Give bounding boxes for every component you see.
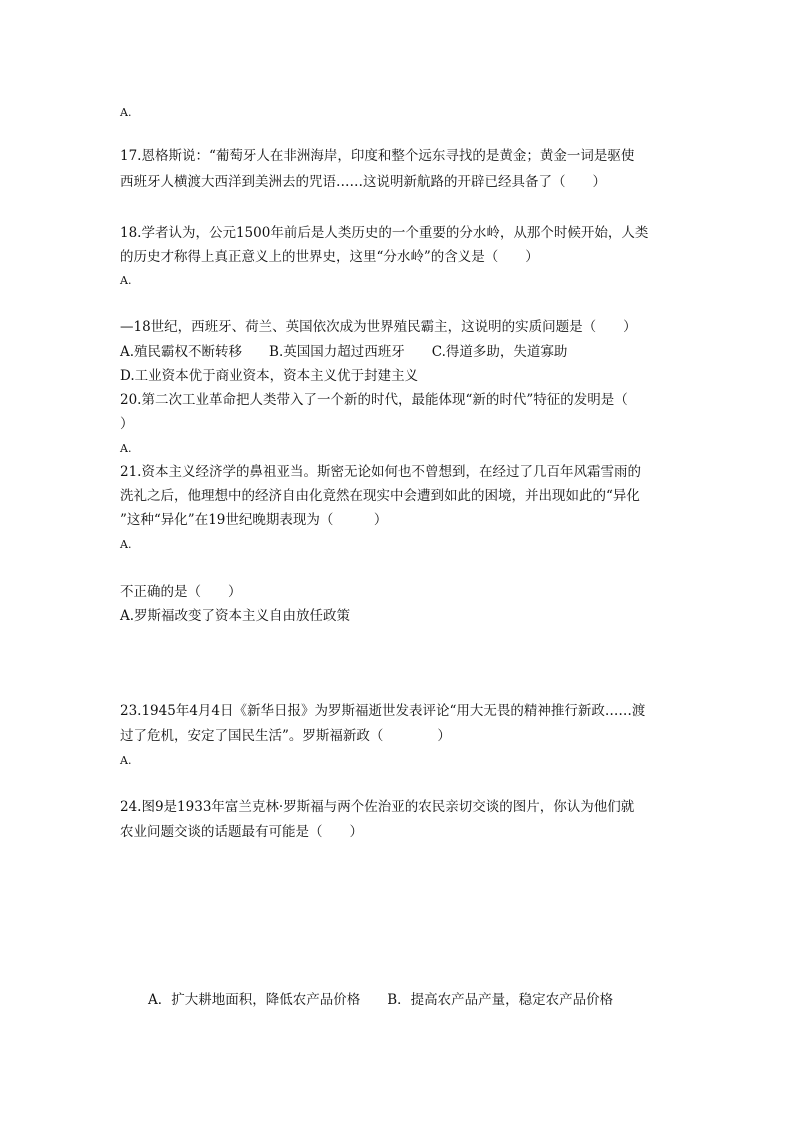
question-24-options: A．扩大耕地面积，降低农产品价格 B．提高农产品产量，稳定农产品价格 — [148, 992, 614, 1008]
question-17-line-2: 西班牙人横渡大西洋到美洲去的咒语……这说明新航路的开辟已经具备了（ ） — [120, 174, 606, 190]
question-19-line: —18世纪，西班牙、荷兰、英国依次成为世界殖民霸主，这说明的实质问题是（ ） — [120, 319, 637, 335]
question-24-line-1: 24.图9是1933年富兰克林·罗斯福与两个佐治亚的农民亲切交谈的图片，你认为他们就 — [120, 799, 635, 815]
question-21-line-2: 洗礼之后，他理想中的经济自由化竟然在现实中会遭到如此的困境，并出现如此的“异化 — [120, 488, 640, 504]
question-20-line-1: 20.第二次工业革命把人类带入了一个新的时代，最能体现“新的时代”特征的发明是（ — [120, 392, 628, 408]
question-22-option-a: A.罗斯福改变了资本主义自由放任政策 — [120, 608, 351, 624]
question-21-line-3: ”这种“异化”在19世纪晚期表现为（ ） — [120, 512, 388, 528]
question-23-line-1: 23.1945年4月4日《新华日报》为罗斯福逝世发表评论“用大无畏的精神推行新政……渡 — [120, 703, 646, 719]
answer-marker: A. — [120, 538, 132, 551]
question-18-line-1: 18.学者认为，公元1500年前后是人类历史的一个重要的分水岭，从那个时候开始，人类 — [120, 225, 649, 241]
answer-marker: A. — [120, 442, 132, 455]
answer-marker: A. — [120, 754, 132, 767]
question-17-line-1: 17.恩格斯说：“葡萄牙人在非洲海岸，印度和整个远东寻找的是黄金；黄金一词是驱使 — [120, 148, 635, 164]
question-20-line-2: ） — [120, 416, 134, 432]
question-19-options-1: A.殖民霸权不断转移 B.英国国力超过西班牙 C.得道多助，失道寡助 — [120, 344, 568, 360]
question-23-line-2: 过了危机，安定了国民生活”。罗斯福新政（ ） — [120, 728, 451, 744]
question-21-line-1: 21.资本主义经济学的鼻祖亚当。斯密无论如何也不曾想到，在经过了几百年风霜雪雨的 — [120, 464, 641, 480]
question-18-line-2: 的历史才称得上真正意义上的世界史，这里“分水岭”的含义是（ ） — [120, 249, 539, 265]
answer-marker: A. — [120, 274, 132, 287]
question-24-line-2: 农业问题交谈的话题最有可能是（ ） — [120, 824, 363, 840]
answer-marker: A. — [120, 106, 132, 119]
question-19-options-2: D.工业资本优于商业资本，资本主义优于封建主义 — [120, 368, 419, 384]
question-22-line: 不正确的是（ ） — [120, 584, 242, 600]
